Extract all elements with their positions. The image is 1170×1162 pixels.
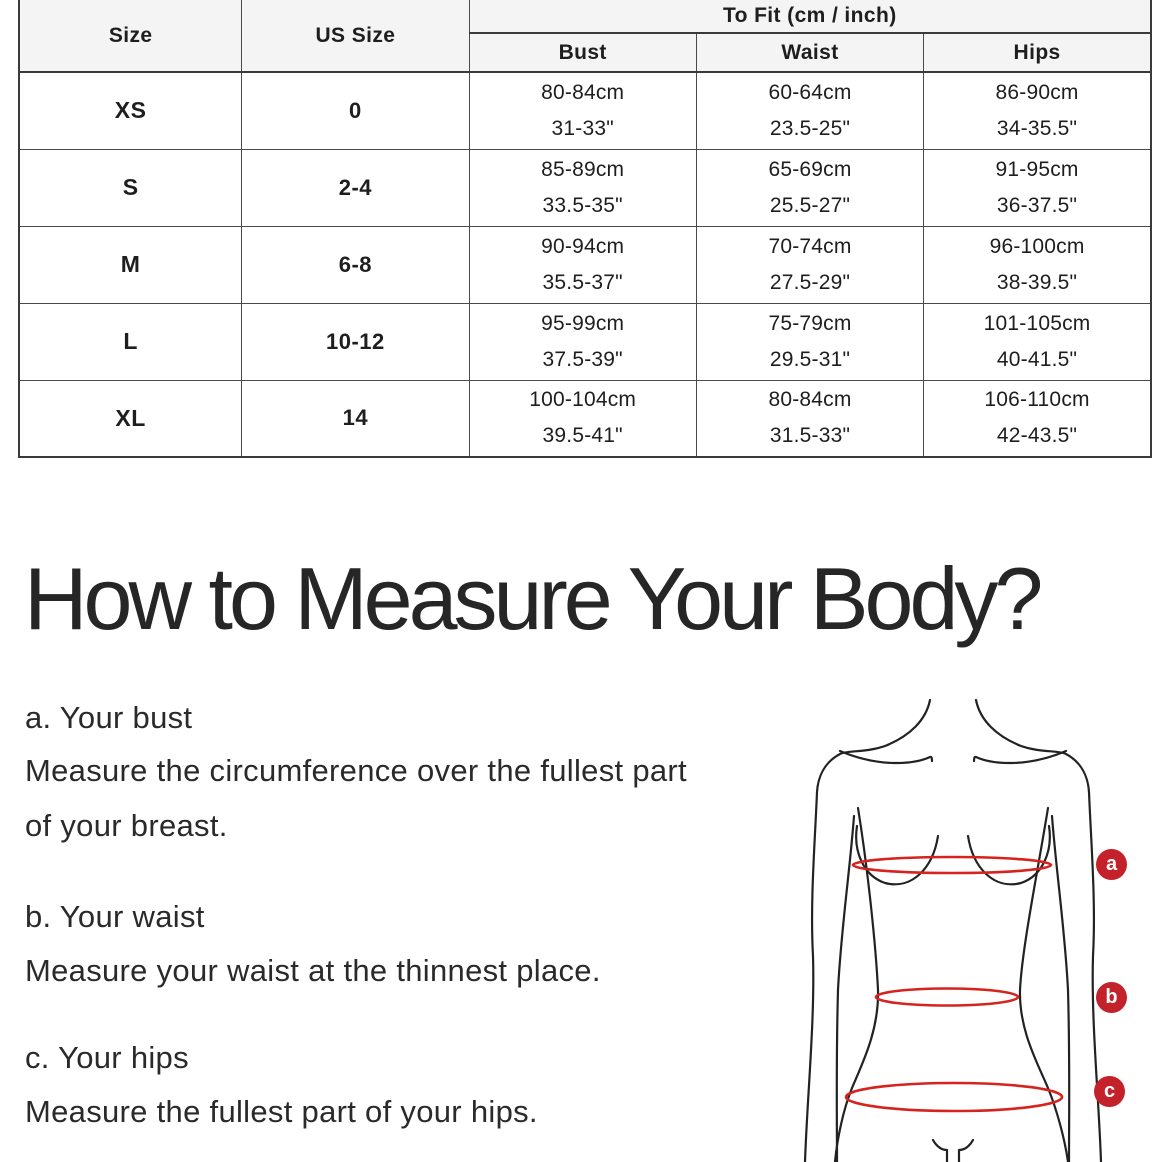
hips-inch: 34-35.5": [996, 116, 1078, 140]
bust-value: [469, 380, 696, 457]
waist-inch: 31.5-33": [769, 424, 851, 448]
bust-value: [469, 149, 696, 226]
size-value: L: [19, 303, 242, 380]
hips-inch: 36-37.5": [996, 193, 1078, 217]
hips-cm: 96-100cm: [989, 234, 1085, 258]
page-title: How to Measure Your Body?: [24, 549, 1040, 648]
step-a-title: a. Your bust: [25, 700, 193, 735]
table-row-l: [19, 303, 1151, 380]
column-header-bust: Bust: [469, 33, 696, 72]
bust-cm: 85-89cm: [541, 157, 625, 181]
bust-inch: 37.5-39": [542, 347, 623, 371]
hips-value: [924, 303, 1151, 380]
size-value: M: [19, 226, 242, 303]
figure-right-inner-arm: [1052, 816, 1069, 1162]
us-size-value: 0: [242, 72, 469, 149]
step-a-text-line-1: Measure the circumference over the fullest part: [25, 753, 687, 788]
step-b-title: b. Your waist: [25, 899, 205, 934]
figure-right-outline: [976, 700, 1101, 1162]
us-size-value: 2-4: [242, 149, 469, 226]
step-c-text-line-1: Measure the fullest part of your hips.: [25, 1094, 538, 1129]
hips-value: [924, 380, 1151, 457]
waist-measure-line: [876, 989, 1018, 1006]
waist-cm: 60-64cm: [768, 80, 852, 104]
waist-inch: 27.5-29": [769, 270, 851, 294]
hips-inch: 42-43.5": [996, 424, 1078, 448]
bust-inch: 39.5-41": [542, 424, 623, 448]
waist-cm: 75-79cm: [768, 311, 852, 335]
figure-left-outline: [805, 700, 930, 1162]
table-row-xl: [19, 380, 1151, 457]
waist-cm: 70-74cm: [768, 234, 852, 258]
us-size-value: 14: [242, 380, 469, 457]
hips-value: [924, 72, 1151, 149]
figure-right-collar: [974, 751, 1066, 763]
size-value: S: [19, 149, 242, 226]
hips-cm: 91-95cm: [995, 157, 1079, 181]
bust-cm: 95-99cm: [541, 311, 625, 335]
hips-value: [924, 226, 1151, 303]
us-size-value: 10-12: [242, 303, 469, 380]
hips-measure-line: [846, 1083, 1062, 1111]
waist-value: [696, 226, 923, 303]
table-row-m: [19, 226, 1151, 303]
hips-cm: 101-105cm: [983, 311, 1091, 335]
column-header-size: Size: [19, 0, 242, 72]
bust-value: [469, 226, 696, 303]
bust-measure-line: [853, 857, 1051, 873]
table-row-xs: [19, 72, 1151, 149]
bust-cm: 80-84cm: [541, 80, 625, 104]
waist-value: [696, 380, 923, 457]
size-chart-table: [18, 0, 1152, 458]
bust-cm: 100-104cm: [529, 388, 637, 412]
marker-a-badge: a: [1096, 849, 1127, 880]
bust-cm: 90-94cm: [541, 234, 625, 258]
waist-cm: 65-69cm: [768, 157, 852, 181]
hips-value: [924, 149, 1151, 226]
bust-inch: 35.5-37": [542, 270, 623, 294]
waist-inch: 25.5-27": [769, 193, 851, 217]
bust-inch: 31-33": [551, 116, 614, 140]
waist-cm: 80-84cm: [768, 388, 852, 412]
size-value: XL: [19, 380, 242, 457]
waist-value: [696, 72, 923, 149]
figure-left-collar: [840, 751, 932, 763]
step-c-title: c. Your hips: [25, 1040, 189, 1075]
column-header-hips: Hips: [924, 33, 1151, 72]
bust-value: [469, 72, 696, 149]
step-b-text-line-1: Measure your waist at the thinnest place.: [25, 953, 601, 988]
table-row-s: [19, 149, 1151, 226]
hips-cm: 86-90cm: [995, 80, 1079, 104]
waist-value: [696, 149, 923, 226]
figure-navel: [933, 1140, 973, 1162]
bust-inch: 33.5-35": [542, 193, 623, 217]
us-size-value: 6-8: [242, 226, 469, 303]
column-header-us-size: US Size: [242, 0, 469, 72]
step-a-text-line-2: of your breast.: [25, 808, 228, 843]
bust-value: [469, 303, 696, 380]
waist-value: [696, 303, 923, 380]
column-header-to-fit: To Fit (cm / inch): [469, 0, 1151, 33]
marker-c-badge: c: [1094, 1076, 1125, 1107]
waist-inch: 29.5-31": [769, 347, 851, 371]
hips-inch: 38-39.5": [996, 270, 1078, 294]
hips-inch: 40-41.5": [996, 347, 1078, 371]
waist-inch: 23.5-25": [769, 116, 851, 140]
hips-cm: 106-110cm: [984, 388, 1090, 412]
size-value: XS: [19, 72, 242, 149]
marker-b-badge: b: [1096, 982, 1127, 1013]
column-header-waist: Waist: [696, 33, 923, 72]
figure-right-breast: [968, 826, 1050, 884]
